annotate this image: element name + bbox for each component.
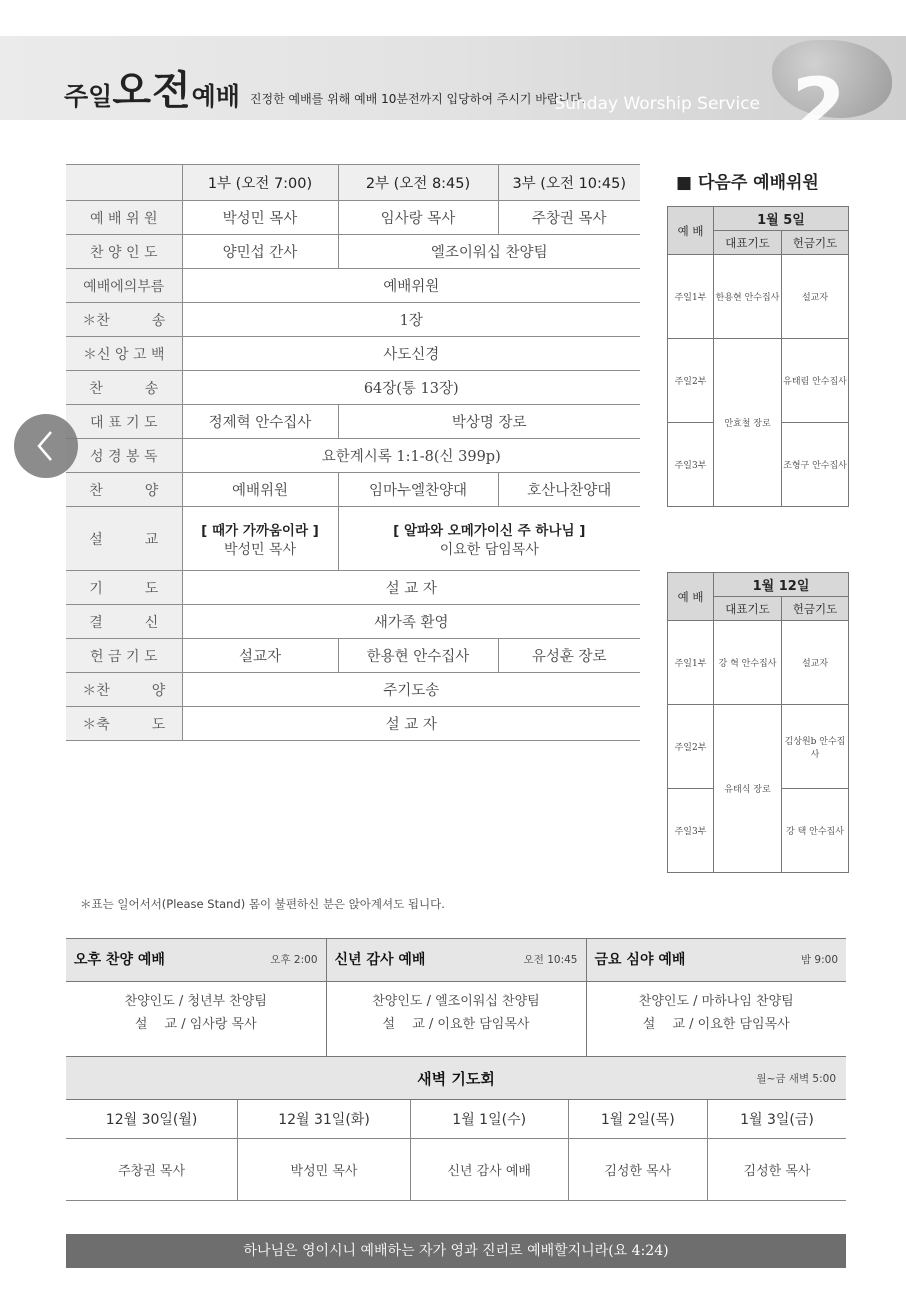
cell: 안효철 장로	[714, 339, 782, 507]
service-time: 오후 2:00	[270, 954, 318, 966]
cell: 주기도송	[182, 673, 640, 707]
standing-note: ＊표는 일어서서(Please Stand) 몸이 불편하신 분은 앉아계셔도 됩니다.	[80, 897, 445, 911]
cell: 조형구 안수집사	[782, 423, 849, 507]
title-part-sunday: 주일	[64, 82, 113, 111]
week-date: 1월 5일	[714, 207, 849, 231]
row-label: 예 배 위 원	[66, 201, 182, 235]
title-part-worship: 예배	[191, 82, 240, 111]
service-name: 신년 감사 예배	[334, 952, 426, 968]
dawn-leader: 신년 감사 예배	[410, 1138, 568, 1200]
service-details	[66, 982, 326, 1062]
table-row	[66, 605, 640, 639]
table-row	[66, 269, 640, 303]
next-week-title: ■ 다음주 예배위원	[676, 173, 819, 193]
dawn-prayer-time: 월~금 새벽 5:00	[756, 1073, 836, 1085]
row-label: 찬 양 인 도	[66, 235, 182, 269]
cell: 새가족 환영	[182, 605, 640, 639]
table-row	[66, 707, 640, 741]
dawn-prayer-title: 새벽 기도회	[417, 1070, 495, 1088]
page-number: 2	[791, 63, 846, 153]
cell: 엘조이워십 찬양팀	[338, 235, 640, 269]
service-header	[586, 939, 846, 982]
cell: 설교자	[782, 621, 849, 705]
service-preacher: 설 교 / 임사랑 목사	[134, 1017, 257, 1032]
service-label: 주일1부	[668, 621, 714, 705]
table-row	[66, 405, 640, 439]
cell: 주창권 목사	[498, 201, 640, 235]
row-label: 설 교	[66, 507, 182, 571]
table-row	[66, 201, 640, 235]
cell: 정제혁 안수집사	[182, 405, 338, 439]
service-details	[326, 982, 586, 1062]
service-time: 오전 10:45	[523, 954, 578, 966]
dawn-day: 12월 30일(월)	[66, 1100, 238, 1138]
week-date: 1월 12일	[714, 573, 849, 597]
cell: 유태식 장로	[714, 705, 782, 873]
cell: 박성민 목사	[182, 201, 338, 235]
cell: 1장	[182, 303, 640, 337]
table-header-row	[66, 165, 640, 201]
cell: 한용현 안수집사	[714, 255, 782, 339]
service-preacher: 설 교 / 이요한 담임목사	[382, 1017, 530, 1032]
header-service-2: 2부 (오전 8:45)	[338, 165, 498, 201]
cell: 김상원b 안수집사	[782, 705, 849, 789]
cell: 유성훈 장로	[498, 639, 640, 673]
chevron-left-icon	[33, 429, 59, 463]
col-representative-prayer: 대표기도	[714, 597, 782, 621]
service-label: 주일2부	[668, 339, 714, 423]
dawn-day: 1월 2일(목)	[568, 1100, 707, 1138]
cell: 64장(통 13장)	[182, 371, 640, 405]
cell: 예배위원	[182, 473, 338, 507]
dawn-leader: 박성민 목사	[238, 1138, 411, 1200]
sermon-pastor: 박성민 목사	[223, 541, 297, 558]
table-row	[66, 303, 640, 337]
cell: 강 혁 안수집사	[714, 621, 782, 705]
header-service-1: 1부 (오전 7:00)	[182, 165, 338, 201]
sermon-pastor: 이요한 담임목사	[439, 541, 539, 558]
arrival-notice: 진정한 예배를 위해 예배 10분전까지 입당하여 주시기 바랍니다.	[249, 92, 586, 106]
row-label: 찬 송	[66, 371, 182, 405]
dawn-leader: 주창권 목사	[66, 1138, 238, 1200]
row-label: ＊찬 송	[66, 303, 182, 337]
service-details	[586, 982, 846, 1062]
page-title	[64, 64, 586, 114]
table-row	[66, 673, 640, 707]
cell: 요한계시록 1:1-8(신 399p)	[182, 439, 640, 473]
cell: 양민섭 간사	[182, 235, 338, 269]
service-preacher: 설 교 / 이요한 담임목사	[642, 1017, 790, 1032]
cell: 설 교 자	[182, 571, 640, 605]
sermon-cell-1	[182, 507, 338, 571]
worship-header: 예 배	[668, 207, 714, 255]
dawn-day: 1월 3일(금)	[707, 1100, 846, 1138]
cell: 유태림 안수집사	[782, 339, 849, 423]
cell: 임마누엘찬양대	[338, 473, 498, 507]
service-worship-leader: 찬양인도 / 엘조이워십 찬양팀	[372, 994, 540, 1009]
service-label: 주일3부	[668, 423, 714, 507]
cell: 설교자	[182, 639, 338, 673]
worship-order-table	[66, 164, 640, 741]
cell: 설교자	[782, 255, 849, 339]
corner-cell	[66, 165, 182, 201]
col-offering-prayer: 헌금기도	[782, 231, 849, 255]
other-services-table	[66, 938, 846, 1062]
scripture-footer: 하나님은 영이시니 예배하는 자가 영과 진리로 예배할지니라(요 4:24)	[66, 1234, 846, 1268]
dawn-day: 12월 31일(화)	[238, 1100, 411, 1138]
service-worship-leader: 찬양인도 / 마하나임 찬양팀	[638, 994, 794, 1009]
cell: 박상명 장로	[338, 405, 640, 439]
cell: 강 택 안수집사	[782, 789, 849, 873]
cell: 사도신경	[182, 337, 640, 371]
service-label: 주일1부	[668, 255, 714, 339]
dawn-prayer-header	[66, 1056, 846, 1100]
col-offering-prayer: 헌금기도	[782, 597, 849, 621]
row-label: 기 도	[66, 571, 182, 605]
row-label: 헌 금 기 도	[66, 639, 182, 673]
row-label: 성 경 봉 독	[66, 439, 182, 473]
col-representative-prayer: 대표기도	[714, 231, 782, 255]
title-part-morning: 오전	[112, 68, 192, 114]
row-label: 대 표 기 도	[66, 405, 182, 439]
sermon-cell-23	[338, 507, 640, 571]
header-service-3: 3부 (오전 10:45)	[498, 165, 640, 201]
service-worship-leader: 찬양인도 / 청년부 찬양팀	[124, 994, 267, 1009]
row-label: 찬 양	[66, 473, 182, 507]
previous-page-button[interactable]	[14, 414, 78, 478]
worship-header: 예 배	[668, 573, 714, 621]
table-row	[66, 639, 640, 673]
table-row	[66, 507, 640, 571]
dawn-day: 1월 1일(수)	[410, 1100, 568, 1138]
english-subtitle: Sunday Worship Service	[554, 94, 760, 114]
row-label: ＊찬 양	[66, 673, 182, 707]
table-row	[66, 439, 640, 473]
cell: 임사랑 목사	[338, 201, 498, 235]
service-name: 금요 심야 예배	[594, 952, 686, 968]
cell: 설 교 자	[182, 707, 640, 741]
row-label: ＊신 앙 고 백	[66, 337, 182, 371]
cell: 예배위원	[182, 269, 640, 303]
cell: 호산나찬양대	[498, 473, 640, 507]
table-row	[66, 473, 640, 507]
cell: 한용현 안수집사	[338, 639, 498, 673]
row-label: 결 신	[66, 605, 182, 639]
service-label: 주일2부	[668, 705, 714, 789]
service-label: 주일3부	[668, 789, 714, 873]
row-label: 예배에의부름	[66, 269, 182, 303]
service-header	[66, 939, 326, 982]
table-row	[66, 371, 640, 405]
dawn-leader: 김성한 목사	[707, 1138, 846, 1200]
next-week-table-1	[667, 206, 849, 507]
service-time: 밤 9:00	[800, 954, 838, 966]
header-banner	[0, 36, 906, 153]
table-row	[66, 571, 640, 605]
dawn-prayer-table	[66, 1100, 846, 1201]
service-header	[326, 939, 586, 982]
next-week-table-2	[667, 572, 849, 873]
service-name: 오후 찬양 예배	[74, 952, 165, 968]
sermon-title: [ 알파와 오메가이신 주 하나님 ]	[393, 522, 586, 539]
sermon-title: [ 때가 가까움이라 ]	[201, 522, 319, 539]
row-label: ＊축 도	[66, 707, 182, 741]
dawn-leader: 김성한 목사	[568, 1138, 707, 1200]
table-row	[66, 235, 640, 269]
table-row	[66, 337, 640, 371]
